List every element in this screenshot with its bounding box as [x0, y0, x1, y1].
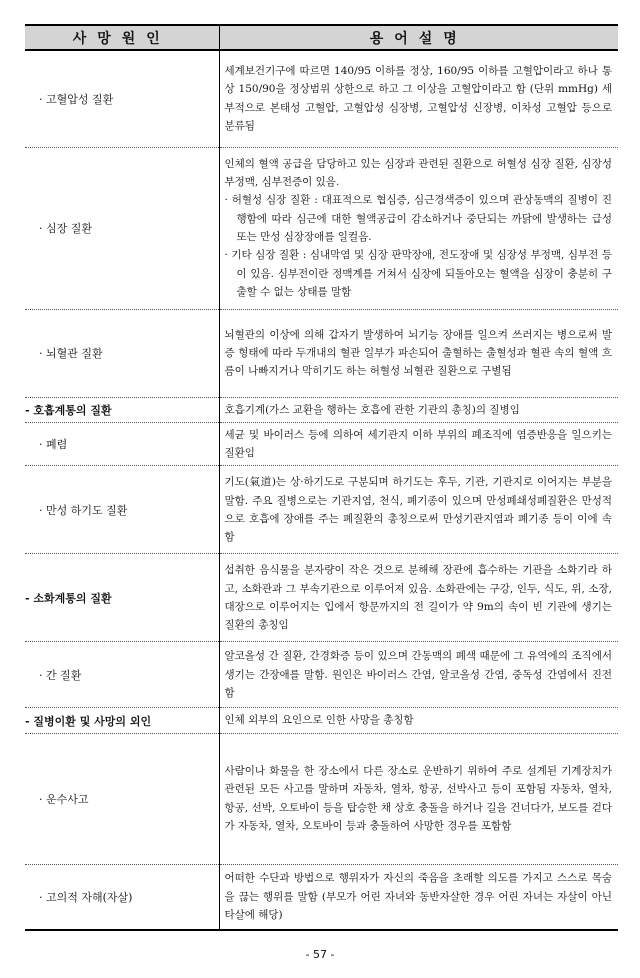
row-term: · 고혈압성 질환: [25, 50, 219, 147]
table-row: [25, 147, 618, 309]
table-row: [25, 50, 618, 147]
header-cause-of-death: 사망원인: [25, 25, 219, 50]
row-description-intro: 인체의 혈액 공급을 담당하고 있는 심장과 관련된 질환으로 허혈성 심장 질환, 심장성 부정맥, 심부전증이 있음.: [224, 157, 612, 189]
row-term-category: - 호흡계통의 질환: [25, 397, 219, 422]
header-term-description: 용어설명: [219, 25, 618, 50]
table-row: [25, 554, 618, 642]
row-bullet: · 허혈성 심장 질환 : 대표적으로 협심증, 심근경색증이 있으며 관상동맥의 질병이 진행함에 따라 심근에 대한 혈액공급이 감소하거나 중단되는 까닭에 발생하는 급성 또는 만성 심장장애를 일컬음.: [224, 194, 612, 243]
row-term: · 심장 질환: [25, 147, 219, 309]
row-description: 기도(氣道)는 상·하기도로 구분되며 하기도는 후두, 기관, 기관지로 이어지는 부분을 말함. 주요 질병으로는 기관지염, 천식, 폐기종이 있으며 만성폐쇄성폐질환은 만성적으로 호흡에 장애를 주는 폐질환의 총칭으로써 만성기관지염과 폐기종 등이 이에 속함: [219, 466, 618, 554]
page-number: - 57 -: [305, 948, 335, 961]
table-header: [25, 25, 618, 50]
row-bullet: · 기타 심장 질환 : 심내막염 및 심장 판막장애, 전도장애 및 심장성 부정맥, 심부전 등이 있음. 심부전이란 정맥계를 거쳐서 심장에 되돌아오는 혈액을 심장이 충분히 구출할 수 없는 상태를 말함: [224, 249, 612, 298]
row-term: · 만성 하기도 질환: [25, 466, 219, 554]
row-term: · 뇌혈관 질환: [25, 309, 219, 397]
row-description: 세계보건기구에 따르면 140/95 이하를 정상, 160/95 이하를 고혈압이라고 하나 통상 150/90을 정상범위 상한으로 하고 그 이상을 고혈압이라고 함 (단위 mmHg) 세부적으로 본태성 고혈압, 고혈압성 심장병, 고혈압성 신장병, 이차성 고혈압 등으로 분류됨: [219, 50, 618, 147]
row-description: 섭취한 음식물을 분자량이 작은 것으로 분해해 장관에 흡수하는 기관을 소화기라 하고, 소화관과 그 부속기관으로 이루어져 있음. 소화관에는 구강, 인두, 식도, 위, 소장, 대장으로 이루어지는 입에서 항문까지의 전 길이가 약 9m의 속이 빈 기관에 생기는 질환의 총칭임: [219, 554, 618, 642]
row-term-category: - 질병이환 및 사망의 외인: [25, 708, 219, 733]
table-row: [25, 309, 618, 397]
row-description: 알코올성 간 질환, 간경화증 등이 있으며 간동맥의 폐색 때문에 그 유역에의 조직에서 생기는 간장애를 말함. 원인은 바이러스 간염, 알코올성 간염, 중독성 간염에서 진전함: [219, 642, 618, 708]
row-description: 호흡기계(가스 교환을 행하는 호흡에 관한 기관의 총칭)의 질병임: [219, 397, 618, 422]
row-term: · 폐렴: [25, 422, 219, 466]
row-term-category: - 소화계통의 질환: [25, 554, 219, 642]
row-description: [219, 147, 618, 309]
row-description: 사람이나 화물을 한 장소에서 다른 장소로 운반하기 위하여 주로 설계된 기계장치가 관련된 모든 사고를 말하며 자동차, 열차, 항공, 선박사고 등이 포함됨 자동차, 열차, 항공, 선박, 오토바이 등을 탑승한 채 상호 충돌을 하거나 길을 건너다가, 보도를 걷다가 자동차, 열차, 오토바이 등과 충돌하여 사망한 경우를 포함함: [219, 733, 618, 864]
row-term: · 운수사고: [25, 733, 219, 864]
row-description: 뇌혈관의 이상에 의해 갑자기 발생하여 뇌기능 장애를 일으켜 쓰러지는 병으로써 발증 형태에 따라 두개내의 혈관 일부가 파손되어 출혈하는 출혈성과 혈관 속의 혈액 흐름이 나빠지거나 막히기도 하는 허혈성 뇌혈관 질환으로 구별됨: [219, 309, 618, 397]
table-row: [25, 642, 618, 708]
row-term: · 간 질환: [25, 642, 219, 708]
row-description: 인체 외부의 요인으로 인한 사망을 총칭함: [219, 708, 618, 733]
table-row: [25, 708, 618, 733]
table-row: [25, 864, 618, 930]
table-row: [25, 466, 618, 554]
glossary-table: [25, 24, 618, 931]
table-row: [25, 397, 618, 422]
row-term: · 고의적 자해(자살): [25, 864, 219, 930]
table-row: [25, 422, 618, 466]
table-row: [25, 733, 618, 864]
row-description: 세균 및 바이러스 등에 의하여 세기관지 이하 부위의 폐조직에 염증반응을 일으키는 질환임: [219, 422, 618, 466]
row-description: 어떠한 수단과 방법으로 행위자가 자신의 죽음을 초래할 의도를 가지고 스스로 목숨을 끊는 행위를 말함 (부모가 어린 자녀와 동반자살한 경우 어린 자녀는 자살이 아닌 타살에 해당): [219, 864, 618, 930]
document-page: [25, 24, 618, 931]
